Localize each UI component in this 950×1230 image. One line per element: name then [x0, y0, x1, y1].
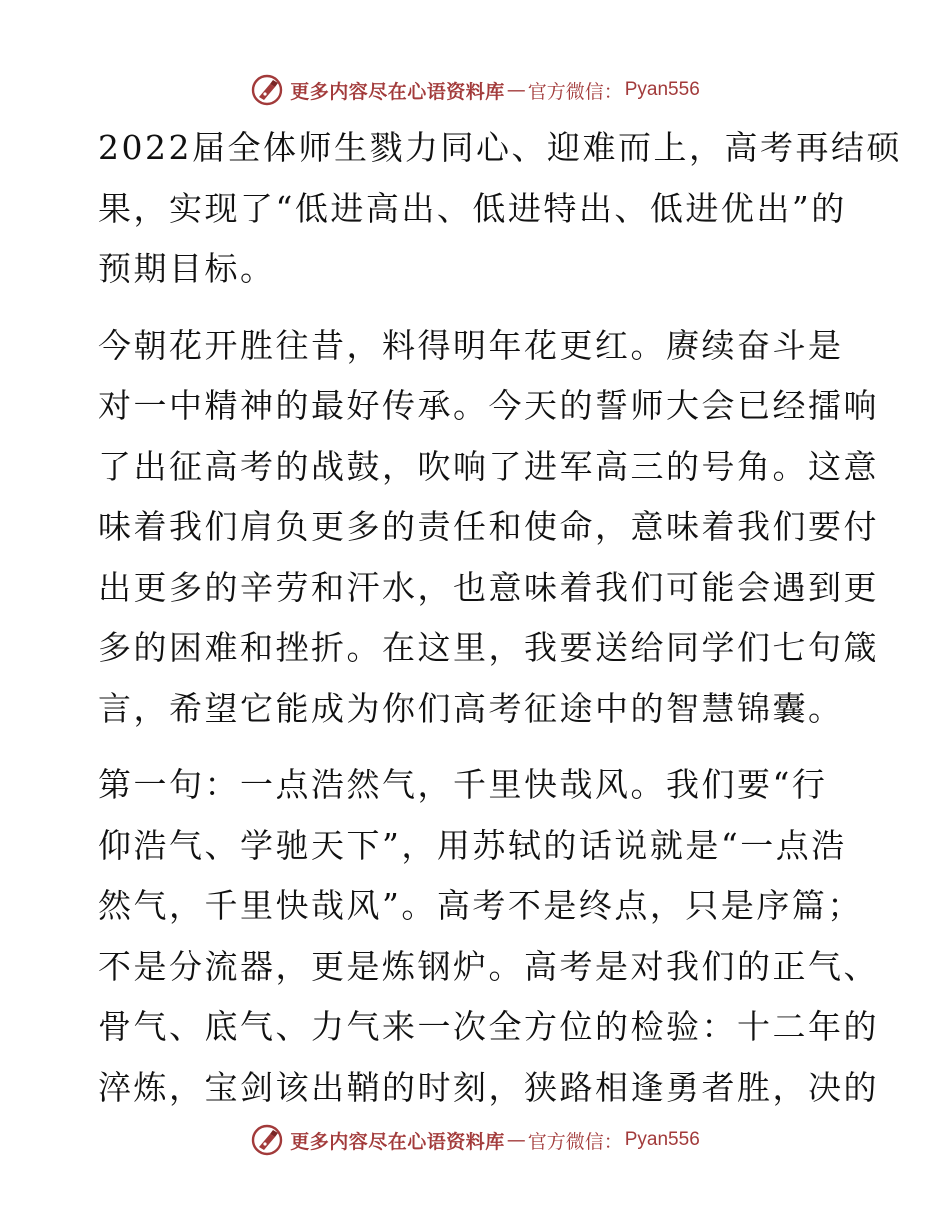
text-line: 多的困难和挫折。在这里，我要送给同学们七句箴	[98, 628, 879, 667]
header-watermark-banner	[0, 70, 950, 110]
banner-label: 更多内容尽在心语资料库	[290, 1130, 505, 1153]
paragraph-2	[98, 316, 879, 740]
paragraph-3	[98, 755, 879, 1118]
text-line: 果，实现了“低进高出、低进特出、低进优出”的	[98, 188, 847, 228]
text-line: 淬炼，宝剑该出鞘的时刻，狭路相逢勇者胜，决的	[98, 1067, 879, 1107]
pen-nib-icon	[250, 73, 284, 107]
text-line: 预期目标。	[98, 249, 276, 288]
banner-label: 更多内容尽在心语资料库	[290, 80, 505, 103]
text-line: 仰浩气、学驰天下”，用苏轼的话说就是“一点浩	[98, 825, 847, 865]
text-line: 第一句：一点浩然气，千里快哉风。我们要“行	[98, 765, 828, 804]
banner-wechat-label: 官方微信：	[527, 80, 623, 103]
text-line: 言，希望它能成为你们高考征途中的智慧锦囊。	[98, 688, 844, 728]
banner-wechat-id: Pyan556	[624, 79, 700, 100]
document-body	[98, 118, 902, 1118]
banner-wechat-label: 官方微信：	[527, 1130, 623, 1153]
text-line: 2022届全体师生戮力同心、迎难而上，高考再结硕	[98, 128, 902, 167]
banner-separator: —	[506, 1129, 526, 1151]
banner-wechat-id: Pyan556	[624, 1129, 700, 1150]
text-line: 了出征高考的战鼓，吹响了进军高三的号角。这意	[98, 446, 879, 486]
text-line: 不是分流器，更是炼钢炉。高考是对我们的正气、	[98, 946, 879, 986]
text-line: 味着我们肩负更多的责任和使命，意味着我们要付	[98, 507, 879, 546]
footer-watermark-banner	[0, 1120, 950, 1160]
text-line: 然气，千里快哉风”。高考不是终点，只是序篇；	[98, 886, 863, 925]
pen-nib-icon	[250, 1123, 284, 1157]
text-line: 出更多的辛劳和汗水，也意味着我们可能会遇到更	[98, 567, 879, 607]
text-line: 今朝花开胜往昔，料得明年花更红。赓续奋斗是	[98, 325, 844, 365]
text-line: 对一中精神的最好传承。今天的誓师大会已经擂响	[98, 386, 879, 425]
paragraph-1	[98, 118, 902, 300]
text-line: 骨气、底气、力气来一次全方位的检验：十二年的	[98, 1007, 879, 1046]
banner-separator: —	[506, 79, 526, 101]
